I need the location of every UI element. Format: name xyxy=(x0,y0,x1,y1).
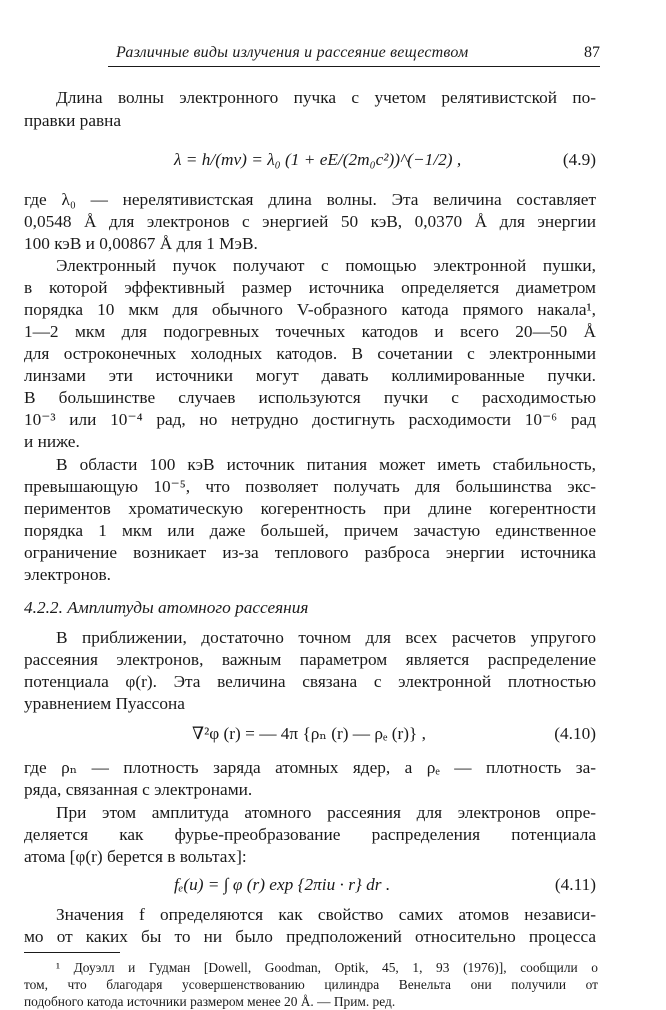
paragraph-line: ограничение возникает из-за теплового разброса энергии источника xyxy=(24,543,596,562)
paragraph-line: где λ₀ — нерелятивистская длина волны. Эта величина составляет xyxy=(24,190,596,209)
equation-body: fₑ(u) = ∫ φ (r) exp {2πiu · r} dr . xyxy=(174,875,391,894)
paragraph-line: мо от каких бы то ни было предположений относительно процесса xyxy=(24,927,596,946)
header-rule xyxy=(108,66,600,67)
paragraph-line: Значения f определяются как свойство самих атомов независи- xyxy=(56,905,596,924)
paragraph-line: электронов. xyxy=(24,565,111,584)
equation-number: (4.11) xyxy=(554,875,596,894)
paragraph-line: Электронный пучок получают с помощью электронной пушки, xyxy=(56,256,596,275)
footnote-rule xyxy=(24,952,120,953)
paragraph-line: где ρₙ — плотность заряда атомных ядер, а ρₑ — плотность за- xyxy=(24,758,596,777)
equation-body: λ = h/(mv) = λ₀ (1 + eE/(2m₀c²))^(−1/2) , xyxy=(174,150,462,169)
page-header xyxy=(108,44,600,66)
paragraph-line: для остроконечных холодных катодов. В сочетании с электронными xyxy=(24,344,596,363)
paragraph-line: атома [φ(r) берется в вольтах]: xyxy=(24,847,247,866)
paragraph-line: ряда, связанная с электронами. xyxy=(24,780,253,799)
paragraph-line: 10⁻³ или 10⁻⁴ рад, но нетрудно достигнуть расходимости 10⁻⁶ рад xyxy=(24,410,596,429)
paragraph-line: 0,0548 Å для электронов с энергией 50 кэВ, 0,0370 Å для энергии xyxy=(24,212,596,231)
paragraph-line: 1—2 мкм для подогревных точечных катодов и всего 20—50 Å xyxy=(24,322,596,341)
equation-number: (4.9) xyxy=(562,150,596,169)
footnote-line: подобного катода источники размером менее 20 Å. — Прим. ред. xyxy=(24,994,396,1009)
paragraph-line: периментов хроматическую когерентность при длине когерентности xyxy=(24,499,596,518)
paragraph-line: потенциала φ(r). Эта величина связана с электронной плотностью xyxy=(24,672,596,691)
paragraph-line: В области 100 кэВ источник питания может иметь стабильность, xyxy=(56,455,596,474)
paragraph-line: в которой эффективный размер источника определяется диаметром xyxy=(24,278,596,297)
running-title: Различные виды излучения и рассеяние веществом xyxy=(116,44,469,61)
page-number: 87 xyxy=(584,44,600,61)
footnote-line: ¹ Доуэлл и Гудман [Dowell, Goodman, Optik, 45, 1, 93 (1976)], сообщили о xyxy=(56,960,598,975)
footnote-line: том, что благодаря усовершенствованию цилиндра Венельта они получили от xyxy=(24,977,598,992)
paragraph-line: правки равна xyxy=(24,111,122,130)
paragraph-line: линзами эти источники могут давать коллимированные пучки. xyxy=(24,366,596,385)
paragraph-line: 100 кэВ и 0,00867 Å для 1 МэВ. xyxy=(24,234,258,253)
paragraph-line: рассеяния электронов, важным параметром является распределение xyxy=(24,650,596,669)
equation-4-9 xyxy=(24,150,596,194)
equation-4-10 xyxy=(24,724,596,758)
paragraph-line: порядка 1 мкм или даже большей, причем зачастую единственное xyxy=(24,521,596,540)
paragraph-line: уравнением Пуассона xyxy=(24,694,185,713)
paragraph-line: В приближении, достаточно точном для всех расчетов упругого xyxy=(56,628,596,647)
paragraph-line: При этом амплитуда атомного рассеяния для электронов опре- xyxy=(56,803,596,822)
paragraph-line: и ниже. xyxy=(24,432,80,451)
equation-number: (4.10) xyxy=(554,724,596,743)
equation-body: ∇²φ (r) = — 4π {ρₙ (r) — ρₑ (r)} , xyxy=(192,724,426,743)
equation-4-11-row xyxy=(24,875,596,909)
paragraph-line: деляется как фурье-преобразование распределения потенциала xyxy=(24,825,596,844)
paragraph-line: порядка 10 мкм для обычного V-образного катода прямого накала¹, xyxy=(24,300,596,319)
section-heading: 4.2.2. Амплитуды атомного рассеяния xyxy=(24,598,309,617)
paragraph-line: Длина волны электронного пучка с учетом релятивистской по- xyxy=(56,88,596,107)
paragraph-line: В большинстве случаев используются пучки с расходимостью xyxy=(24,388,596,407)
paragraph-line: превышающую 10⁻⁵, что позволяет получать для большинства экс- xyxy=(24,477,596,496)
